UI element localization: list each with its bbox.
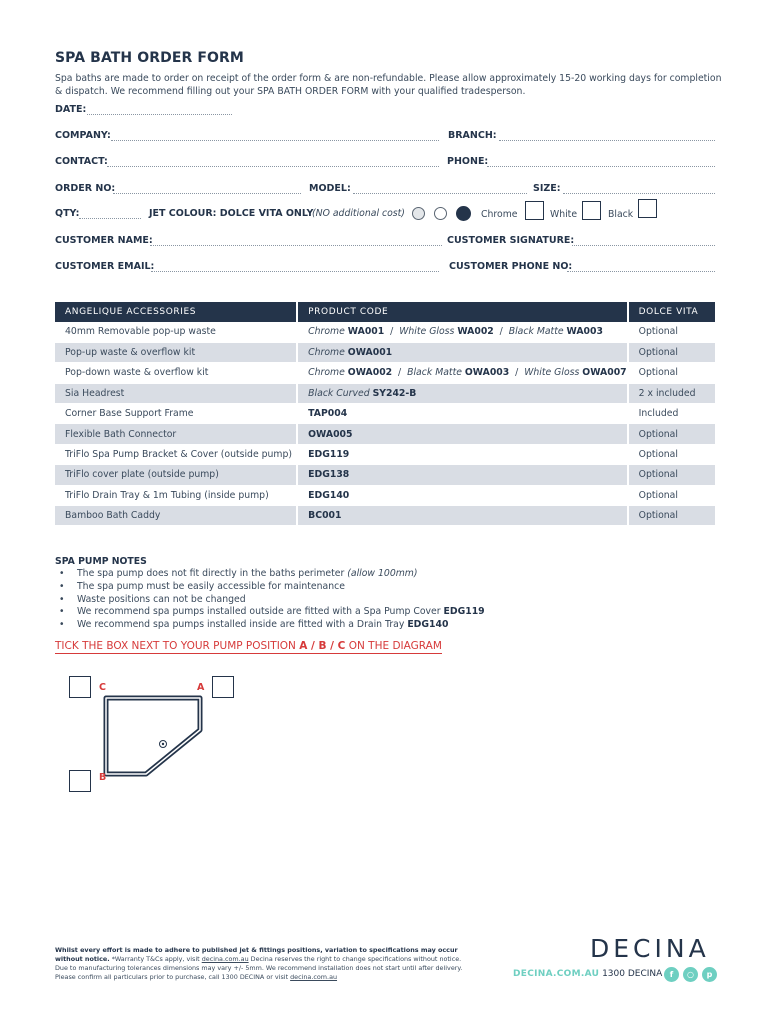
dolce-vita-status: Optional xyxy=(628,424,715,444)
customer-email-field[interactable] xyxy=(151,261,439,272)
position-c-label: C xyxy=(99,682,106,693)
note-item: • We recommend spa pumps installed outside are fitted with a Spa Pump Cover EDG119 xyxy=(55,606,655,619)
table-row xyxy=(55,465,715,485)
black-label: Black xyxy=(608,209,634,220)
accessory-name: TriFlo Drain Tray & 1m Tubing (inside pump) xyxy=(55,485,297,505)
product-code: EDG140 xyxy=(297,485,627,505)
accessory-name: 40mm Removable pop-up waste xyxy=(55,322,297,342)
table-row xyxy=(55,363,715,383)
accessory-name: Pop-down waste & overflow kit xyxy=(55,363,297,383)
accessory-name: Pop-up waste & overflow kit xyxy=(55,342,297,362)
branch-label: BRANCH: xyxy=(448,130,497,141)
position-a-checkbox[interactable] xyxy=(212,676,234,698)
product-code: Black Curved SY242-B xyxy=(297,383,627,403)
customer-signature-label: CUSTOMER SIGNATURE: xyxy=(447,235,575,246)
table-row xyxy=(55,322,715,342)
decina-link[interactable]: decina.com.au xyxy=(201,955,249,963)
customer-phone-label: CUSTOMER PHONE NO: xyxy=(449,261,573,272)
order-no-field[interactable] xyxy=(113,183,301,194)
page-title: SPA BATH ORDER FORM xyxy=(55,50,244,66)
chrome-swatch-icon xyxy=(412,207,425,220)
decina-logo: DECINA xyxy=(590,934,710,963)
product-code: Chrome OWA002 / Black Matte OWA003 / White Gloss OWA007 xyxy=(297,363,627,383)
bath-diagram xyxy=(66,670,246,800)
white-checkbox[interactable] xyxy=(582,201,601,220)
phone-field[interactable] xyxy=(487,156,715,167)
product-code: TAP004 xyxy=(297,404,627,424)
table-row xyxy=(55,404,715,424)
customer-phone-field[interactable] xyxy=(567,261,715,272)
company-field[interactable] xyxy=(111,130,439,141)
dolce-vita-status: Optional xyxy=(628,444,715,464)
accessory-name: Bamboo Bath Caddy xyxy=(55,506,297,526)
date-label: DATE: xyxy=(55,104,87,115)
phone-label: PHONE: xyxy=(447,156,489,167)
customer-email-label: CUSTOMER EMAIL: xyxy=(55,261,155,272)
order-row xyxy=(55,183,715,197)
company-label: COMPANY: xyxy=(55,130,111,141)
note-item: • The spa pump must be easily accessible for maintenance xyxy=(55,581,655,594)
header-product-code: PRODUCT CODE xyxy=(297,302,627,322)
chrome-checkbox[interactable] xyxy=(525,201,544,220)
accessory-name: Flexible Bath Connector xyxy=(55,424,297,444)
company-row xyxy=(55,130,715,144)
notes-title: SPA PUMP NOTES xyxy=(55,556,147,567)
note-item: • We recommend spa pumps installed inside are fitted with a Drain Tray EDG140 xyxy=(55,619,655,632)
phone-number: 1300 DECINA xyxy=(602,969,663,979)
customer-email-row xyxy=(55,261,715,275)
white-swatch-icon xyxy=(434,207,447,220)
customer-signature-field[interactable] xyxy=(572,235,715,246)
dolce-vita-status: Optional xyxy=(628,465,715,485)
date-field[interactable] xyxy=(87,104,232,115)
product-code: EDG138 xyxy=(297,465,627,485)
accessory-name: TriFlo Spa Pump Bracket & Cover (outside pump) xyxy=(55,444,297,464)
table-row xyxy=(55,444,715,464)
chrome-label: Chrome xyxy=(481,209,518,220)
note-item: • The spa pump does not fit directly in the baths perimeter (allow 100mm) xyxy=(55,568,655,581)
dolce-vita-status: Optional xyxy=(628,363,715,383)
order-no-label: ORDER NO: xyxy=(55,183,116,194)
accessory-name: Sia Headrest xyxy=(55,383,297,403)
table-row xyxy=(55,342,715,362)
contact-row xyxy=(55,156,715,170)
model-label: MODEL: xyxy=(309,183,351,194)
pinterest-icon[interactable]: p xyxy=(702,967,717,982)
customer-name-field[interactable] xyxy=(150,235,442,246)
accessories-table xyxy=(55,302,715,526)
dolce-vita-status: Optional xyxy=(628,342,715,362)
website-link[interactable]: DECINA.COM.AU xyxy=(513,969,600,979)
date-row xyxy=(55,104,715,118)
white-label: White xyxy=(550,209,578,220)
header-accessories: ANGELIQUE ACCESSORIES xyxy=(55,302,297,322)
position-b-checkbox[interactable] xyxy=(69,770,91,792)
jet-colour-note: (NO additional cost) xyxy=(312,208,405,219)
black-swatch-icon xyxy=(456,206,471,221)
dolce-vita-status: 2 x included xyxy=(628,383,715,403)
product-code: Chrome WA001 / White Gloss WA002 / Black Matte WA003 xyxy=(297,322,627,342)
customer-name-row xyxy=(55,235,715,249)
accessory-name: TriFlo cover plate (outside pump) xyxy=(55,465,297,485)
footer-contact xyxy=(513,969,662,979)
facebook-icon[interactable]: f xyxy=(664,967,679,982)
contact-label: CONTACT: xyxy=(55,156,108,167)
header-dolce-vita: DOLCE VITA xyxy=(628,302,715,322)
dolce-vita-status: Optional xyxy=(628,485,715,505)
size-field[interactable] xyxy=(563,183,715,194)
decina-link-2[interactable]: decina.com.au xyxy=(290,973,338,981)
qty-field[interactable] xyxy=(79,208,141,219)
notes-list xyxy=(55,568,655,632)
qty-label: QTY: xyxy=(55,208,80,219)
accessory-name: Corner Base Support Frame xyxy=(55,404,297,424)
instagram-icon[interactable]: ○ xyxy=(683,967,698,982)
qty-row xyxy=(55,208,715,222)
disclaimer-text: Whilst every effort is made to adhere to published jet & fittings positions, variation to specifications may occur without notice. *Warranty T&Cs apply, visit decina.com.au Decina reserves the right to change specifications without notice. Due to manufacturing tolerances dimensions may vary +/- 5mm. We recommend installation does not start until after delivery. Please confirm all particulars prior to purchase, call 1300 DECINA or visit decina.com.au xyxy=(55,946,463,981)
note-item: • Waste positions can not be changed xyxy=(55,594,655,607)
position-a-label: A xyxy=(197,682,205,693)
branch-field[interactable] xyxy=(499,130,715,141)
model-field[interactable] xyxy=(353,183,527,194)
table-row xyxy=(55,383,715,403)
black-checkbox[interactable] xyxy=(638,199,657,218)
table-row xyxy=(55,506,715,526)
position-c-checkbox[interactable] xyxy=(69,676,91,698)
contact-field[interactable] xyxy=(107,156,439,167)
pump-position-instruction: TICK THE BOX NEXT TO YOUR PUMP POSITION A / B / C ON THE DIAGRAM xyxy=(55,640,442,652)
product-code: EDG119 xyxy=(297,444,627,464)
table-row xyxy=(55,424,715,444)
product-code: BC001 xyxy=(297,506,627,526)
position-b-label: B xyxy=(99,772,107,783)
product-code: Chrome OWA001 xyxy=(297,342,627,362)
dolce-vita-status: Included xyxy=(628,404,715,424)
size-label: SIZE: xyxy=(533,183,561,194)
product-code: OWA005 xyxy=(297,424,627,444)
customer-name-label: CUSTOMER NAME: xyxy=(55,235,153,246)
jet-colour-label: JET COLOUR: DOLCE VITA ONLY xyxy=(149,208,314,219)
spa-pump-notes xyxy=(55,556,655,632)
dolce-vita-status: Optional xyxy=(628,506,715,526)
dolce-vita-status: Optional xyxy=(628,322,715,342)
intro-text: Spa baths are made to order on receipt of the order form & are non-refundable. Please allow approximately 15-20 working days for completion & dispatch. We recommend filling out your SPA BATH ORDER FORM with your qualified tradesperson. xyxy=(55,73,722,97)
table-row xyxy=(55,485,715,505)
table-header-row xyxy=(55,302,715,322)
